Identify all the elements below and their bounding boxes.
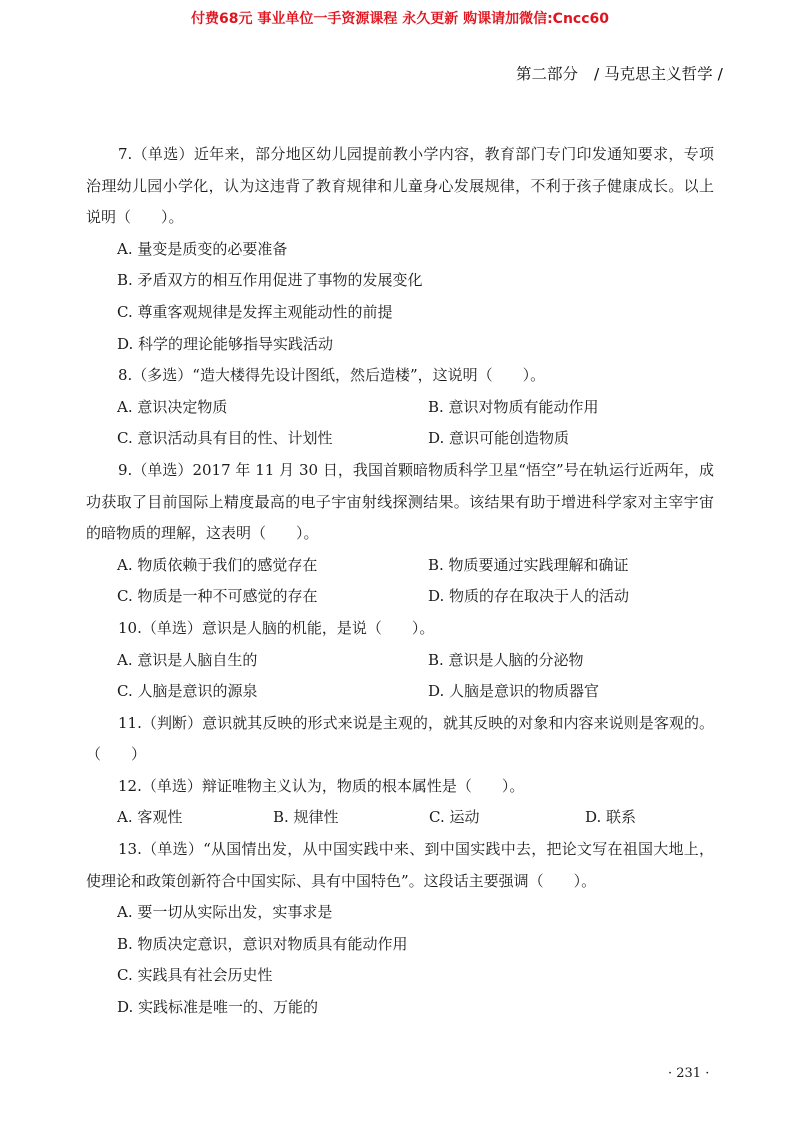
option: C. 运动 — [429, 808, 480, 827]
option: D. 联系 — [585, 808, 637, 827]
question-stem: 13.（单选）“从国情出发，从中国实践中来、到中国实践中去，把论文写在祖国大地上，使理论和政策创新符合中国实际、具有中国特色”。这段话主要强调（ ）。 — [86, 840, 714, 890]
option-row — [86, 645, 714, 677]
question-list — [86, 139, 714, 1024]
option: D. 意识可能创造物质 — [428, 429, 570, 448]
page-number: · 231 · — [668, 1066, 710, 1081]
option: A. 客观性 — [117, 808, 183, 827]
option: A. 量变是质变的必要准备 — [117, 239, 288, 258]
option: A. 物质依赖于我们的感觉存在 — [117, 555, 318, 574]
option-row — [86, 581, 714, 613]
option: B. 规律性 — [273, 808, 339, 827]
option-row — [86, 392, 714, 424]
option: B. 意识对物质有能动作用 — [428, 397, 599, 416]
option-row — [86, 676, 714, 708]
option: B. 物质决定意识，意识对物质具有能动作用 — [117, 934, 408, 953]
option: D. 人脑是意识的物质器官 — [428, 682, 600, 701]
option: D. 实践标准是唯一的、万能的 — [117, 998, 319, 1017]
option: A. 意识决定物质 — [117, 397, 228, 416]
option-row — [86, 550, 714, 582]
option: D. 科学的理论能够指导实践活动 — [117, 334, 334, 353]
option: C. 实践具有社会历史性 — [117, 966, 273, 985]
option: C. 人脑是意识的源泉 — [117, 682, 258, 701]
option: A. 要一切从实际出发，实事求是 — [117, 903, 333, 922]
option-row — [86, 423, 714, 455]
question-stem: 8.（多选）“造大楼得先设计图纸，然后造楼”，这说明（ ）。 — [118, 366, 546, 385]
option-row — [86, 802, 714, 834]
option: C. 意识活动具有目的性、计划性 — [117, 429, 333, 448]
question-stem: 11.（判断）意识就其反映的形式来说是主观的，就其反映的对象和内容来说则是客观的。（ ） — [86, 713, 714, 764]
option: C. 物质是一种不可感觉的存在 — [117, 587, 318, 606]
option: A. 意识是人脑自生的 — [117, 650, 258, 669]
option: C. 尊重客观规律是发挥主观能动性的前提 — [117, 302, 393, 321]
option: B. 意识是人脑的分泌物 — [428, 650, 584, 669]
promo-banner: 付费68元 事业单位一手资源课程 永久更新 购课请加微信:Cncc60 — [190, 11, 610, 27]
header-part: 第二部分 — [516, 65, 579, 83]
option: B. 物质要通过实践理解和确证 — [428, 555, 629, 574]
header-section: / 马克思主义哲学 / — [594, 65, 723, 83]
option: B. 矛盾双方的相互作用促进了事物的发展变化 — [117, 271, 423, 290]
option: D. 物质的存在取决于人的活动 — [428, 587, 630, 606]
question-stem: 10.（单选）意识是人脑的机能，是说（ ）。 — [118, 618, 435, 637]
running-header — [516, 62, 723, 84]
question-stem: 12.（单选）辩证唯物主义认为，物质的根本属性是（ ）。 — [118, 776, 525, 795]
question-stem: 9.（单选）2017 年 11 月 30 日，我国首颗暗物质科学卫星“悟空”号在轨运行近两年，成功获取了目前国际上精度最高的电子宇宙射线探测结果。该结果有助于增进科学家对主宰宇宙的暗物质的理解，这表明（ ）。 — [86, 460, 714, 543]
question-stem: 7.（单选）近年来，部分地区幼儿园提前教小学内容，教育部门专门印发通知要求，专项治理幼儿园小学化，认为这违背了教育规律和儿童身心发展规律，不利于孩子健康成长。以上说明（ ）。 — [86, 145, 714, 227]
